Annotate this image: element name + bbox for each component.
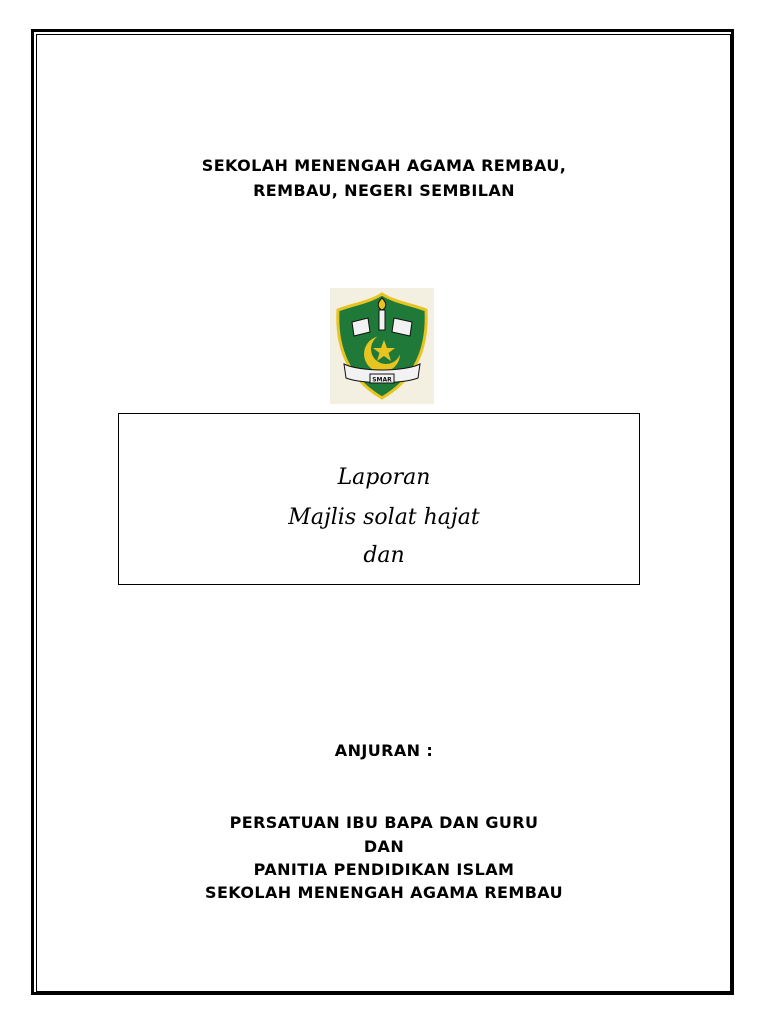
report-title-line-2: Majlis solat hajat (288, 505, 480, 530)
school-crest-icon (330, 288, 434, 404)
organizer-line-1: PERSATUAN IBU BAPA DAN GURU (229, 813, 539, 832)
organizer-label: ANJURAN : (334, 741, 434, 760)
organizer-line-3: PANITIA PENDIDIKAN ISLAM (253, 860, 515, 879)
school-name-line-2: REMBAU, NEGERI SEMBILAN (253, 181, 515, 200)
report-title-line-3: dan (363, 543, 405, 568)
report-title-line-1: Laporan (337, 465, 431, 490)
organizer-line-4: SEKOLAH MENENGAH AGAMA REMBAU (205, 883, 563, 902)
organizer-line-2: DAN (363, 837, 405, 856)
crest-banner-text: SMAR (372, 376, 392, 384)
school-name-line-1: SEKOLAH MENENGAH AGAMA REMBAU, (201, 156, 567, 175)
